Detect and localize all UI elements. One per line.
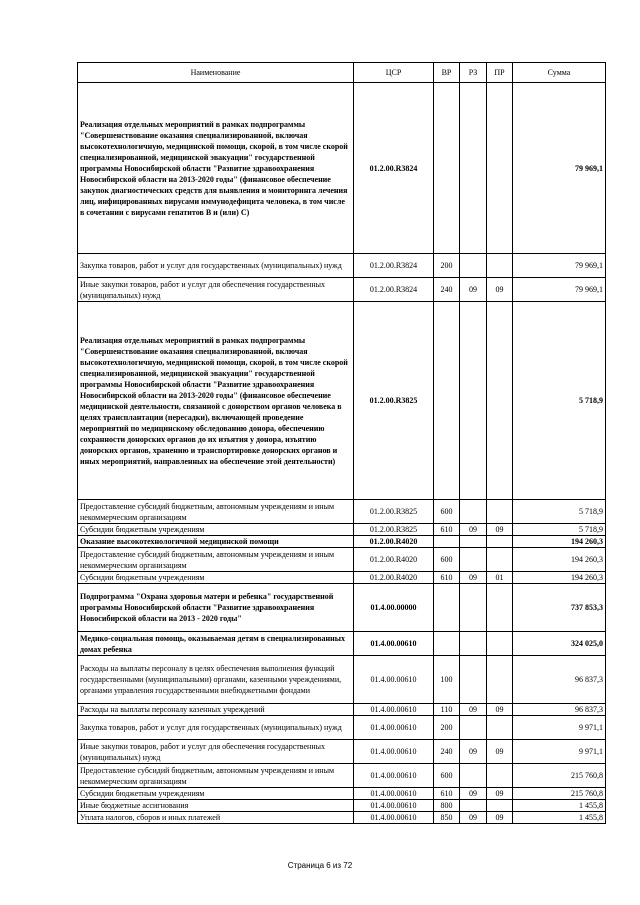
table-row: [78, 800, 606, 812]
cell-vr: [434, 536, 460, 548]
cell-name: Уплата налогов, сборов и иных платежей: [78, 812, 354, 824]
cell-name: Субсидии бюджетным учреждениям: [78, 572, 354, 584]
table-row: [78, 716, 606, 740]
cell-sum: 5 718,9: [513, 524, 606, 536]
cell-rz: [460, 656, 487, 704]
cell-rz: [460, 584, 487, 632]
cell-rz: [460, 500, 487, 524]
table-row: [78, 548, 606, 572]
cell-rz: [460, 716, 487, 740]
cell-pr: 09: [487, 278, 513, 302]
cell-name: Субсидии бюджетным учреждениям: [78, 788, 354, 800]
cell-name: Субсидии бюджетным учреждениям: [78, 524, 354, 536]
table-row: [78, 254, 606, 278]
cell-pr: [487, 83, 513, 254]
cell-vr: 200: [434, 716, 460, 740]
table-row: [78, 500, 606, 524]
header-vr: ВР: [434, 63, 460, 83]
cell-name: Закупка товаров, работ и услуг для государственных (муниципальных) нужд: [78, 254, 354, 278]
table-row: [78, 788, 606, 800]
cell-vr: [434, 632, 460, 656]
cell-sum: 96 837,3: [513, 704, 606, 716]
cell-vr: 600: [434, 548, 460, 572]
table-row: [78, 656, 606, 704]
header-sum: Сумма: [513, 63, 606, 83]
cell-name: Оказание высокотехнологичной медицинской помощи: [78, 536, 354, 548]
cell-sum: 9 971,1: [513, 716, 606, 740]
cell-rz: 09: [460, 788, 487, 800]
cell-vr: 610: [434, 524, 460, 536]
cell-vr: 800: [434, 800, 460, 812]
table-row: [78, 278, 606, 302]
cell-name: Реализация отдельных мероприятий в рамках подпрограммы "Совершенствование оказания специализированной, включая высокотехнологичную, медицинской помощи, скорой, в том числе скорой специализированной, медицинской эвакуации" государственной программы Новосибирской области "Развитие здравоохранения Новосибирской области на 2013-2020 годы" (финансовое обеспечение закупок диагностических средств для выявления и мониторинга лечения лиц, инфицированных вирусами иммунодефицита человека, в том числе в сочетании с вирусами гепатитов B и (или) C): [78, 83, 354, 254]
cell-csr: 01.4.00.00000: [354, 584, 434, 632]
table-row: [78, 302, 606, 500]
cell-csr: 01.2.00.R3825: [354, 302, 434, 500]
cell-pr: 01: [487, 572, 513, 584]
cell-rz: 09: [460, 524, 487, 536]
cell-pr: [487, 536, 513, 548]
cell-csr: 01.4.00.00610: [354, 740, 434, 764]
cell-vr: 600: [434, 764, 460, 788]
cell-pr: 09: [487, 788, 513, 800]
cell-pr: [487, 584, 513, 632]
cell-pr: [487, 548, 513, 572]
cell-csr: 01.4.00.00610: [354, 656, 434, 704]
cell-csr: 01.2.00.R3825: [354, 500, 434, 524]
cell-csr: 01.2.00.R3824: [354, 83, 434, 254]
cell-name: Предоставление субсидий бюджетным, автономным учреждениям и иным некоммерческим организациям: [78, 500, 354, 524]
cell-sum: 79 969,1: [513, 83, 606, 254]
table-row: [78, 764, 606, 788]
table-row: [78, 524, 606, 536]
cell-rz: 09: [460, 704, 487, 716]
cell-csr: 01.2.00.R4020: [354, 536, 434, 548]
cell-sum: 324 025,0: [513, 632, 606, 656]
page-number-footer: Страница 6 из 72: [287, 861, 353, 870]
table-row: [78, 584, 606, 632]
cell-pr: [487, 632, 513, 656]
cell-name: Реализация отдельных мероприятий в рамках подпрограммы "Совершенствование оказания специализированной, включая высокотехнологичную, медицинской помощи, скорой, в том числе скорой специализированной, медицинской эвакуации" государственной программы Новосибирской области "Развитие здравоохранения Новосибирской области на 2013-2020 годы" (финансовое обеспечение медицинской деятельности, связанной с донорством органов человека в целях трансплантации (пересадки), включающей проведение мероприятий по медицинскому обследованию донора, обеспечению сохранности донорских органов до их изъятия у донора, изъятию донорских органов, хранению и транспортировке донорских органов и иных мероприятий, направленных на обеспечение этой деятельности): [78, 302, 354, 500]
cell-vr: 240: [434, 278, 460, 302]
cell-csr: 01.2.00.R3824: [354, 278, 434, 302]
cell-pr: [487, 716, 513, 740]
cell-csr: 01.2.00.R3824: [354, 254, 434, 278]
cell-csr: 01.4.00.00610: [354, 764, 434, 788]
cell-csr: 01.4.00.00610: [354, 704, 434, 716]
cell-sum: 215 760,8: [513, 788, 606, 800]
cell-vr: 600: [434, 500, 460, 524]
cell-vr: 200: [434, 254, 460, 278]
cell-sum: 5 718,9: [513, 500, 606, 524]
cell-sum: 737 853,3: [513, 584, 606, 632]
cell-vr: 100: [434, 656, 460, 704]
cell-sum: 1 455,8: [513, 812, 606, 824]
cell-name: Расходы на выплаты персоналу в целях обеспечения выполнения функций государственными (муниципальными) органами, казенными учреждениями, органами управления государственными внебюджетными фондами: [78, 656, 354, 704]
header-csr: ЦСР: [354, 63, 434, 83]
cell-sum: 5 718,9: [513, 302, 606, 500]
cell-csr: 01.4.00.00610: [354, 788, 434, 800]
cell-pr: [487, 764, 513, 788]
cell-pr: 09: [487, 704, 513, 716]
table-row: [78, 572, 606, 584]
cell-pr: [487, 500, 513, 524]
cell-sum: 9 971,1: [513, 740, 606, 764]
cell-csr: 01.4.00.00610: [354, 812, 434, 824]
cell-sum: 194 260,3: [513, 572, 606, 584]
cell-pr: [487, 302, 513, 500]
cell-vr: 610: [434, 572, 460, 584]
table-header-row: [78, 63, 606, 83]
table-row: [78, 740, 606, 764]
cell-sum: 79 969,1: [513, 278, 606, 302]
cell-vr: 110: [434, 704, 460, 716]
cell-rz: [460, 302, 487, 500]
cell-sum: 79 969,1: [513, 254, 606, 278]
cell-vr: [434, 584, 460, 632]
cell-vr: [434, 83, 460, 254]
cell-rz: [460, 800, 487, 812]
cell-rz: [460, 764, 487, 788]
cell-pr: 09: [487, 740, 513, 764]
cell-name: Медико-социальная помощь, оказываемая детям в специализированных домах ребенка: [78, 632, 354, 656]
header-pr: ПР: [487, 63, 513, 83]
cell-pr: [487, 800, 513, 812]
cell-rz: [460, 536, 487, 548]
cell-name: Предоставление субсидий бюджетным, автономным учреждениям и иным некоммерческим организациям: [78, 764, 354, 788]
cell-csr: 01.4.00.00610: [354, 716, 434, 740]
table-row: [78, 704, 606, 716]
cell-sum: 194 260,3: [513, 548, 606, 572]
cell-rz: 09: [460, 278, 487, 302]
header-rz: РЗ: [460, 63, 487, 83]
cell-name: Иные закупки товаров, работ и услуг для обеспечения государственных (муниципальных) нужд: [78, 740, 354, 764]
cell-rz: [460, 254, 487, 278]
cell-rz: [460, 632, 487, 656]
budget-table: [77, 62, 606, 824]
cell-rz: [460, 548, 487, 572]
cell-csr: 01.2.00.R4020: [354, 548, 434, 572]
cell-sum: 1 455,8: [513, 800, 606, 812]
cell-pr: [487, 254, 513, 278]
table-row: [78, 536, 606, 548]
cell-csr: 01.4.00.00610: [354, 632, 434, 656]
cell-csr: 01.2.00.R3825: [354, 524, 434, 536]
cell-rz: [460, 83, 487, 254]
cell-vr: 240: [434, 740, 460, 764]
table-row: [78, 632, 606, 656]
table-row: [78, 83, 606, 254]
cell-pr: 09: [487, 812, 513, 824]
cell-vr: 610: [434, 788, 460, 800]
cell-sum: 194 260,3: [513, 536, 606, 548]
cell-name: Иные закупки товаров, работ и услуг для обеспечения государственных (муниципальных) нужд: [78, 278, 354, 302]
cell-rz: 09: [460, 572, 487, 584]
cell-vr: 850: [434, 812, 460, 824]
cell-rz: 09: [460, 740, 487, 764]
cell-pr: [487, 656, 513, 704]
cell-name: Подпрограмма "Охрана здоровья матери и ребенка" государственной программы Новосибирской области "Развитие здравоохранения Новосибирской области на 2013 - 2020 годы": [78, 584, 354, 632]
cell-sum: 96 837,3: [513, 656, 606, 704]
cell-rz: 09: [460, 812, 487, 824]
table-row: [78, 812, 606, 824]
cell-name: Предоставление субсидий бюджетным, автономным учреждениям и иным некоммерческим организациям: [78, 548, 354, 572]
cell-pr: 09: [487, 524, 513, 536]
cell-name: Закупка товаров, работ и услуг для государственных (муниципальных) нужд: [78, 716, 354, 740]
cell-csr: 01.2.00.R4020: [354, 572, 434, 584]
cell-vr: [434, 302, 460, 500]
cell-name: Расходы на выплаты персоналу казенных учреждений: [78, 704, 354, 716]
cell-sum: 215 760,8: [513, 764, 606, 788]
header-name: Наименование: [78, 63, 354, 83]
cell-name: Иные бюджетные ассигнования: [78, 800, 354, 812]
cell-csr: 01.4.00.00610: [354, 800, 434, 812]
